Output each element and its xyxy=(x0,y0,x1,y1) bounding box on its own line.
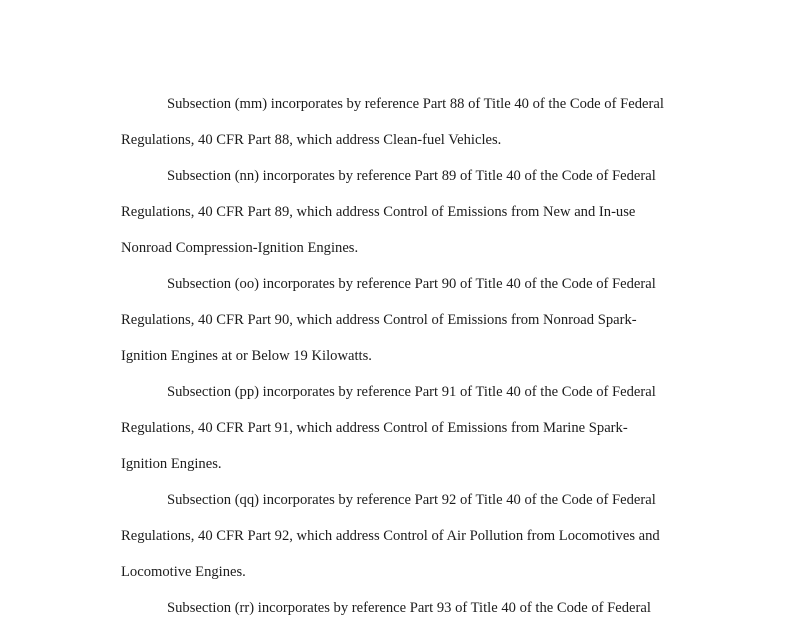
text-line: Regulations, 40 CFR Part 89, which address Control of Emissions from New and In-use xyxy=(121,204,636,220)
text-line: Subsection (pp) incorporates by reference Part 91 of Title 40 of the Code of Federal xyxy=(167,384,656,400)
text-line: Locomotive Engines. xyxy=(121,564,246,580)
text-line: Ignition Engines. xyxy=(121,456,222,472)
text-line: Subsection (oo) incorporates by reference Part 90 of Title 40 of the Code of Federal xyxy=(167,276,656,292)
text-line: Regulations, 40 CFR Part 88, which address Clean-fuel Vehicles. xyxy=(121,132,502,148)
text-line: Subsection (rr) incorporates by reference Part 93 of Title 40 of the Code of Federal xyxy=(167,600,651,616)
text-line: Subsection (nn) incorporates by reference Part 89 of Title 40 of the Code of Federal xyxy=(167,168,656,184)
text-line: Ignition Engines at or Below 19 Kilowatts. xyxy=(121,348,372,364)
text-line: Regulations, 40 CFR Part 91, which address Control of Emissions from Marine Spark- xyxy=(121,420,628,436)
text-line: Regulations, 40 CFR Part 90, which address Control of Emissions from Nonroad Spark- xyxy=(121,312,637,328)
text-line: Nonroad Compression-Ignition Engines. xyxy=(121,240,359,256)
text-line: Subsection (mm) incorporates by reference Part 88 of Title 40 of the Code of Federal xyxy=(167,96,664,112)
text-line: Regulations, 40 CFR Part 92, which address Control of Air Pollution from Locomotives and xyxy=(121,528,660,544)
text-line: Subsection (qq) incorporates by reference Part 92 of Title 40 of the Code of Federal xyxy=(167,492,656,508)
